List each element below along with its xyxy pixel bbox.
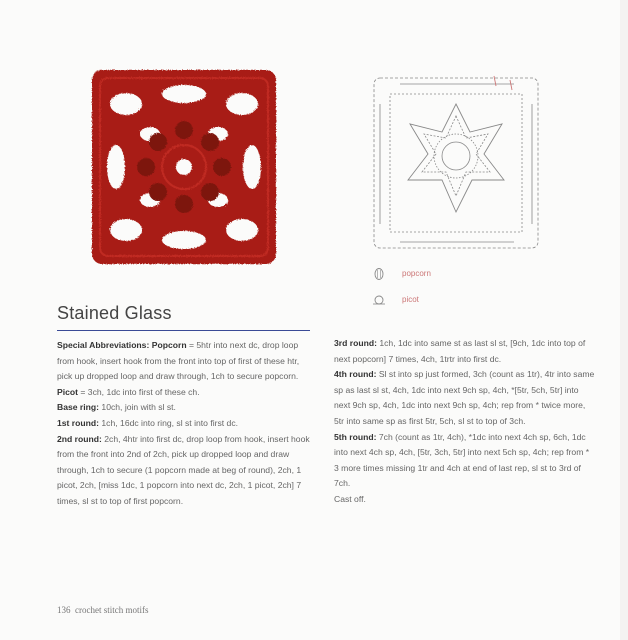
page-footer: 136 crochet stitch motifs [57, 605, 149, 615]
legend-picot-label: picot [402, 295, 419, 305]
legend-picot [372, 294, 419, 306]
round-2: 2nd round: 2ch, 4htr into first dc, drop loop from hook, insert hook from the front into 2nd of 2ch, pick up dropped loop and draw through, 1ch to secure (1 popcorn made at beg of round), 2ch, 1 picot, 2ch, [miss 1dc, 1 popcorn into next dc, 2ch, 1 picot, 2ch] 7 times, sl st to top of first popcorn. [57, 433, 310, 506]
crochet-swatch-image [86, 64, 282, 270]
pattern-title: Stained Glass [57, 303, 172, 323]
special-abbreviations: Special Abbreviations: Popcorn = 5htr into next dc, drop loop from hook, insert hook from the front into top of first of these htr, pick up dropped loop and draw through, 1ch to secure popcorn. [57, 340, 300, 382]
cast-off: Cast off. [334, 493, 366, 504]
crochet-chart-diagram [364, 64, 548, 260]
picot-definition: Picot = 3ch, 1dc into first of these ch. [57, 386, 200, 397]
round-1: 1st round: 1ch, 16dc into ring, sl st into first dc. [57, 417, 239, 428]
instructions-right-column [334, 336, 596, 508]
popcorn-icon [372, 268, 386, 280]
round-4: 4th round: Sl st into sp just formed, 3ch (count as 1tr), 4tr into same sp as last sl st, 4ch, 1dc into next 9ch sp, 4ch, *[5tr, 5ch, 5tr] into next 9ch sp, 4ch, 1dc into next 9ch sp, 4ch; rep from * twice more, 5tr into same sp as first 5tr, 5ch, sl st to top of 3ch. [334, 369, 595, 426]
legend-popcorn-label: popcorn [402, 269, 431, 279]
instructions-left-column [57, 338, 315, 510]
legend-popcorn [372, 268, 431, 280]
round-5: 5th round: 7ch (count as 1tr, 4ch), *1dc into next 4ch sp, 6ch, 1dc into next 4ch sp, 4ch, [5tr, 3ch, 5tr] into next 5ch sp, 4ch; rep from * 3 more times missing 1tr and 4ch at end of last rep, sl st to 3rd of 7ch. [334, 431, 590, 489]
base-ring: Base ring: 10ch, join with sl st. [57, 402, 176, 413]
picot-icon [372, 294, 386, 306]
title-rule [57, 330, 310, 331]
round-3: 3rd round: 1ch, 1dc into same st as last sl st, [9ch, 1dc into top of next popcorn] 7 times, 4ch, 1trtr into first dc. [334, 338, 586, 364]
